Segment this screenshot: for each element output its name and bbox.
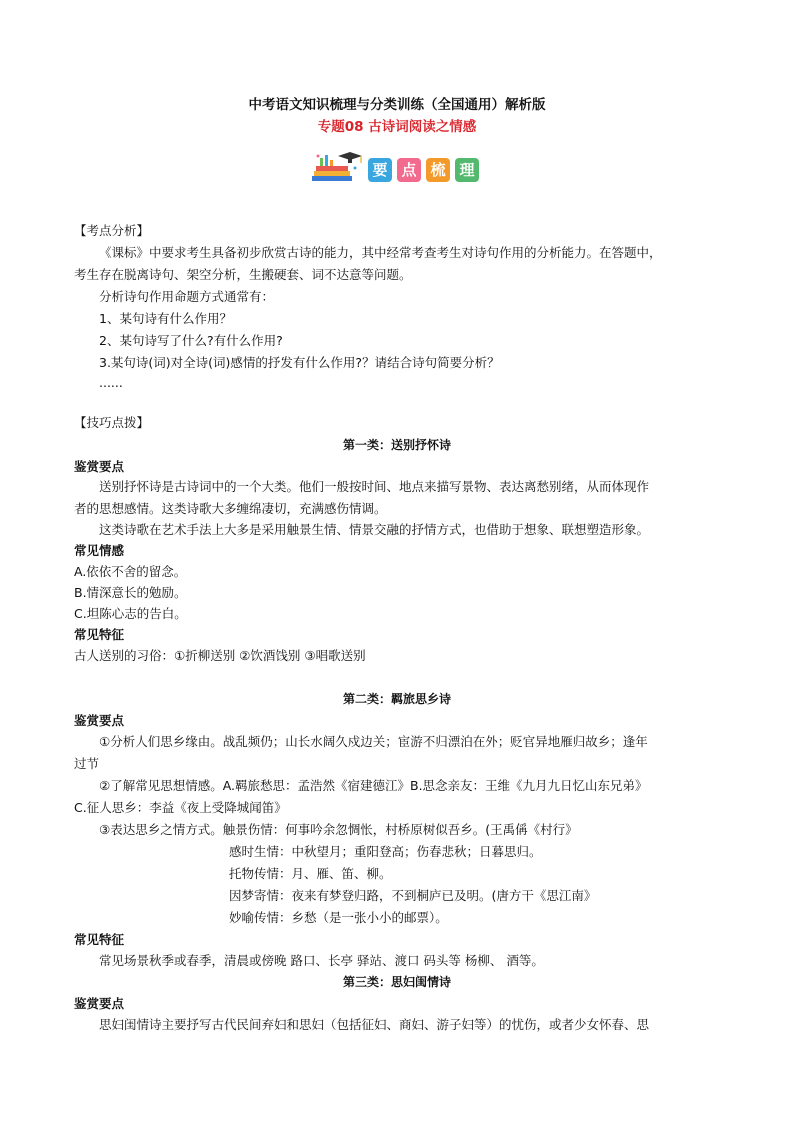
subheading: 鉴赏要点: [74, 996, 125, 1011]
subheading: 鉴赏要点: [74, 713, 125, 728]
paragraph-line: 古人送别的习俗：①折柳送别 ②饮酒饯别 ③唱歌送别: [74, 648, 366, 663]
paragraph-line: 送别抒怀诗是古诗词中的一个大类。他们一般按时间、地点来描写景物、表达离愁别绪，从而体现作: [99, 479, 650, 494]
badge-char-1: 要: [368, 158, 392, 182]
paragraph-line: 妙喻传情：乡愁（是一张小小的邮票）。: [229, 910, 448, 925]
paragraph-line: 考生存在脱离诗句、架空分析，生搬硬套、词不达意等问题。: [74, 267, 412, 282]
badge-char-3: 梳: [426, 158, 450, 182]
question-item: 2、某句诗写了什么?有什么作用?: [99, 333, 283, 348]
paragraph-line: 托物传情：月、雁、笛、柳。: [229, 866, 392, 881]
books-graduation-icon: [308, 150, 368, 186]
document-title: 中考语文知识梳理与分类训练（全国通用）解析版: [248, 97, 546, 113]
paragraph-line: C.征人思乡：李益《夜上受降城闻笛》: [74, 800, 287, 815]
ellipsis: ......: [99, 375, 123, 390]
key-points-badge: [308, 150, 488, 186]
question-item: 3.某句诗(词)对全诗(词)感情的抒发有什么作用?？请结合诗句简要分析？: [99, 355, 500, 370]
paragraph-line: ②了解常见思想情感。A.羁旅愁思：孟浩然《宿建德江》B.思念亲友：王维《九月九日忆山东兄弟》: [99, 778, 648, 793]
paragraph-line: 常见场景秋季或春季，清晨或傍晚 路口、长亭 驿站、渡口 码头等 杨柳、 酒等。: [99, 953, 544, 968]
badge-char-2: 点: [397, 158, 421, 182]
subheading: 常见情感: [74, 543, 125, 558]
paragraph-line: 过节: [74, 756, 100, 771]
paragraph-line: ③表达思乡之情方式。触景伤情：何事吟余忽惆怅，村桥原树似吾乡。(王禹偁《村行》: [99, 822, 578, 837]
badge-char-4: 理: [455, 158, 479, 182]
category-title: 第一类：送别抒怀诗: [342, 438, 451, 452]
section-heading-analysis: 【考点分析】: [74, 223, 150, 238]
list-item: A.依依不舍的留念。: [74, 564, 187, 579]
paragraph-line: 思妇闺情诗主要抒写古代民间弃妇和思妇（包括征妇、商妇、游子妇等）的忧伤，或者少女怀春、思: [99, 1017, 650, 1032]
paragraph-line: ①分析人们思乡缘由。战乱频仍；山长水阔久戍边关；宦游不归漂泊在外；贬官异地雁归故乡；逢年: [99, 734, 648, 749]
category-title: 第二类：羁旅思乡诗: [342, 692, 451, 706]
subheading: 常见特征: [74, 627, 125, 642]
paragraph-line: 这类诗歌在艺术手法上大多是采用触景生情、情景交融的抒情方式，也借助于想象、联想塑造形象。: [99, 522, 650, 537]
list-item: C.坦陈心志的告白。: [74, 606, 187, 621]
subheading: 常见特征: [74, 932, 125, 947]
paragraph-line: 《课标》中要求考生具备初步欣赏古诗的能力，其中经常考查考生对诗句作用的分析能力。在答题中，: [99, 245, 662, 260]
list-item: B.情深意长的勉励。: [74, 585, 187, 600]
question-item: 1、某句诗有什么作用？: [99, 311, 232, 326]
subheading: 鉴赏要点: [74, 459, 125, 474]
paragraph-line: 分析诗句作用命题方式通常有：: [99, 289, 275, 304]
paragraph-line: 因梦寄情：夜来有梦登归路，不到桐庐已及明。(唐方干《思江南》: [229, 888, 597, 903]
section-heading-tips: 【技巧点拨】: [74, 415, 150, 430]
paragraph-line: 者的思想感情。这类诗歌大多缠绵凄切，充满感伤情调。: [74, 501, 387, 516]
document-subtitle: 专题08 古诗词阅读之情感: [317, 119, 477, 135]
paragraph-line: 感时生情：中秋望月；重阳登高；伤春悲秋；日暮思归。: [229, 844, 542, 859]
category-title: 第三类：思妇闺情诗: [342, 975, 451, 989]
